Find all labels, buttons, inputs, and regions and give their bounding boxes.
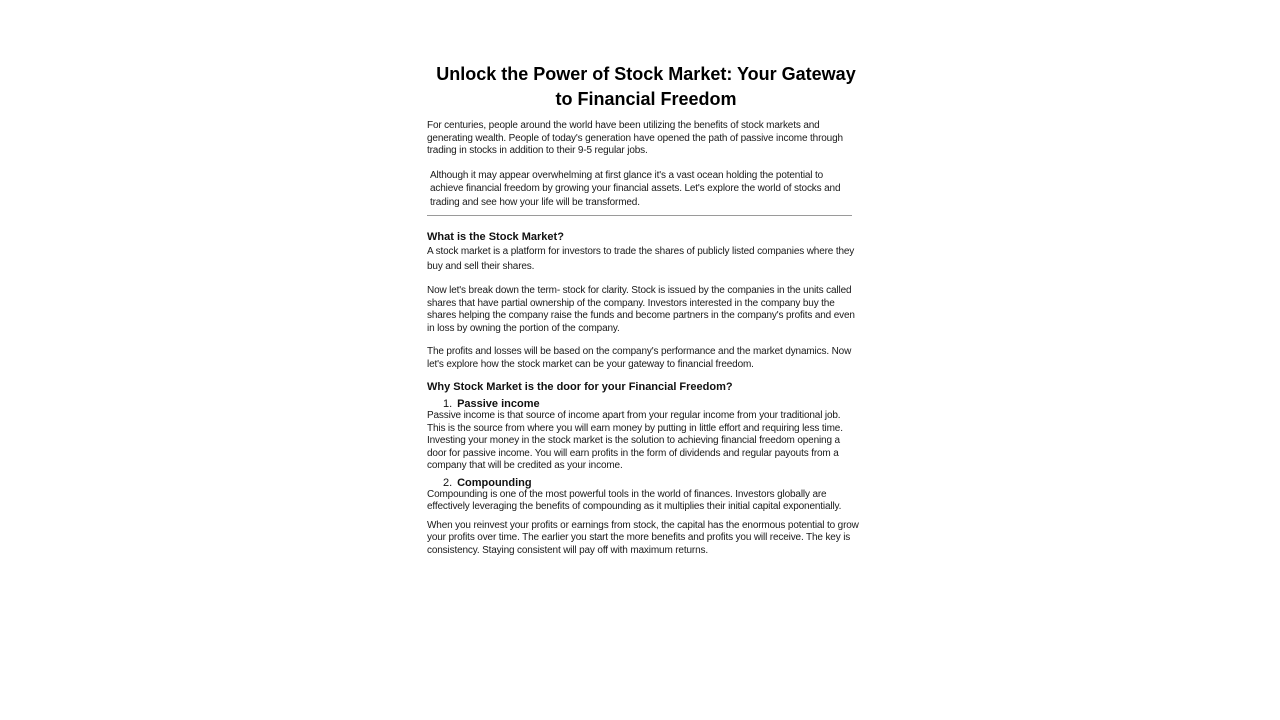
intro-paragraph-2: Although it may appear overwhelming at first glance it's a vast ocean holding the potential to achieve financial freedom by growing your financial assets. Let's explore the world of stocks and trading and see how your life will be transformed.: [430, 169, 841, 208]
list-item-passive-income: [443, 398, 859, 410]
intro-paragraph-1: For centuries, people around the world have been utilizing the benefits of stock markets and generating wealth. People of today's generation have opened the path of passive income through trading in stocks in addition to their 9-5 regular jobs.: [427, 120, 843, 156]
list-number: 2.: [443, 476, 453, 489]
document-page: [427, 62, 859, 557]
section-heading-stock-market: What is the Stock Market?: [427, 231, 564, 243]
page-title: Unlock the Power of Stock Market: Your Gateway to Financial Freedom: [436, 64, 856, 109]
compounding-paragraph-1: Compounding is one of the most powerful tools in the world of finances. Investors globally are effectively leveraging the benefits of compounding as it multiplies their initial capital exponentially.: [427, 488, 842, 512]
list-number: 1.: [443, 398, 453, 410]
section-heading-financial-freedom: Why Stock Market is the door for your Financial Freedom?: [427, 381, 733, 393]
section1-paragraph-1: A stock market is a platform for investors to trade the shares of publicly listed companies where they buy and sell their shares.: [427, 246, 855, 272]
passive-income-paragraph-1: Passive income is that source of income apart from your regular income from your traditional job. This is the source from where you will earn money by putting in little effort and requiring less time.: [427, 410, 843, 434]
section1-paragraph-2: Now let's break down the term- stock for clarity. Stock is issued by the companies in the units called shares that have partial ownership of the company. Investors interested in the company buy the shares helping the company raise the funds and become partners in the company's profits and even in loss by owning the portion of the company.: [427, 285, 855, 334]
list-item-compounding: [443, 477, 859, 489]
compounding-paragraph-2: When you reinvest your profits or earnings from stock, the capital has the enormous potential to grow your profits over time. The earlier you start the more benefits and profits you will receive. The key is consistency. Staying consistent will pay off with maximum returns.: [427, 519, 859, 556]
list-item-title: Compounding: [457, 476, 532, 489]
passive-income-paragraph-2: Investing your money in the stock market is the solution to achieving financial freedom opening a door for passive income. You will earn profits in the form of dividends and regular payouts from a company that will be credited as your income.: [427, 435, 840, 471]
list-item-title: Passive income: [457, 398, 540, 410]
section-divider: [427, 215, 852, 216]
section1-paragraph-3: The profits and losses will be based on the company's performance and the market dynamics. Now let's explore how the stock market can be your gateway to financial freedom.: [427, 346, 852, 370]
